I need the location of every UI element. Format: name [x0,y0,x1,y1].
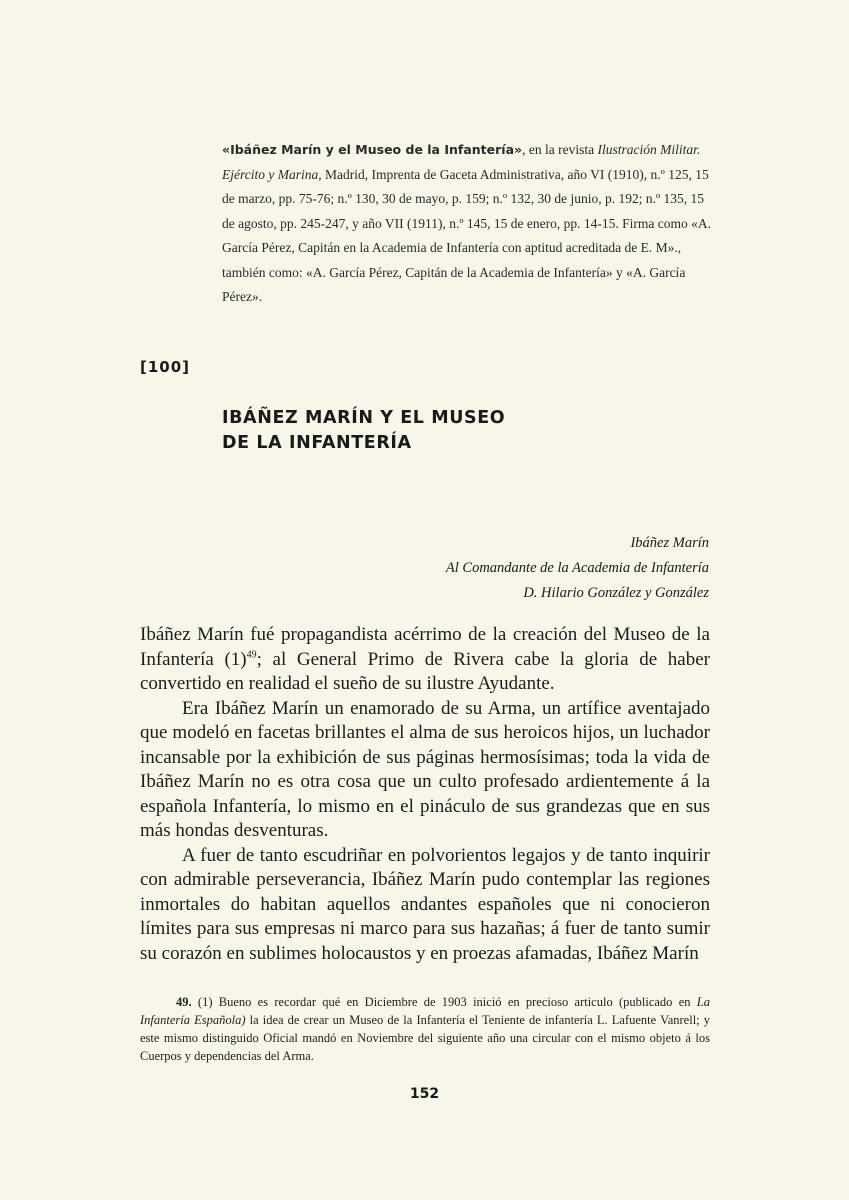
footnote-text-2: la idea de crear un Museo de la Infantería el Teniente de infantería L. Lafuente Vanrell; y este mismo distinguido Oficial mandó en Noviembre del siguiente año una circular con el mismo objeto á los Cuerpos y dependencias del Arma. [140,1013,710,1063]
bibliographic-note [222,138,712,310]
chapter-title [222,406,642,456]
page-number: 152 [409,1086,440,1102]
biblio-text-2: Madrid, Imprenta de Gaceta Administrativa, año VI (1910), n.º 125, 15 de marzo, pp. 75-76; n.º 130, 30 de mayo, p. 159; n.º 132, 30 de junio, p. 192; n.º 135, 15 de agosto, pp. 245-247, y año VII (1911), n.º 145, 15 de enero, pp. 14-15. Firma como «A. García Pérez, Capitán en la Academia de Infantería con aptitud acreditada de E. M»., también como: «A. García Pérez, Capitán de la Academia de Infantería» y «A. García Pérez». [222,166,711,304]
chapter-title-line-2: DE LA INFANTERÍA [222,433,412,453]
paragraph-1-text-a: Ibáñez Marín fué propagandista acérrimo de la creación del Museo de la Infantería (1) [140,624,710,670]
paragraph-1 [140,623,710,697]
biblio-journal: Ilustración Militar. Ejército y Marina, [222,142,701,182]
footnote-text-1: (1) Bueno es recordar qué en Diciembre de 1903 inició en precioso articulo (publicado en [191,995,697,1009]
section-number: [100] [140,358,191,376]
footnote [140,993,710,1065]
biblio-text-1: , en la revista [522,142,598,157]
footnote-reference[interactable]: 49 [246,649,257,661]
dedication [446,531,709,606]
dedication-line-1: Ibáñez Marín [630,535,709,551]
chapter-title-line-1: IBÁÑEZ MARÍN Y EL MUSEO [222,408,506,428]
biblio-title: «Ibáñez Marín y el Museo de la Infantería» [222,142,523,157]
paragraph-1-text-b: ; al General Primo de Rivera cabe la gloria de haber convertido en realidad el sueño de su ilustre Ayudante. [140,648,710,694]
dedication-line-3: D. Hilario González y González [523,585,709,601]
footnote-paragraph [140,993,710,1065]
paragraph-2: Era Ibáñez Marín un enamorado de su Arma, un artífice aventajado que modeló en facetas brillantes el alma de sus heroicos hijos, un luchador incansable por la exhibición de sus páginas hermosísimas; toda la vida de Ibáñez Marín no es otra cosa que un culto profesado ardientemente á la española Infantería, lo mismo en el pináculo de sus grandezas que en sus más hondas desventuras. [140,697,710,841]
footnote-publication: La Infantería Española) [140,995,710,1027]
dedication-line-2: Al Comandante de la Academia de Infantería [445,560,709,576]
body-text [140,623,710,966]
paragraph-3: A fuer de tanto escudriñar en polvorientos legajos y de tanto inquirir con admirable perseverancia, Ibáñez Marín pudo contemplar las regiones inmortales do habitan aquellos andantes españoles que ni conocieron límites para sus empresas ni marco para sus hazañas; á fuer de tanto sumir su corazón en sublimes holocaustos y en proezas afamadas, Ibáñez Marín [140,844,710,964]
footnote-number: 49. [176,995,192,1009]
